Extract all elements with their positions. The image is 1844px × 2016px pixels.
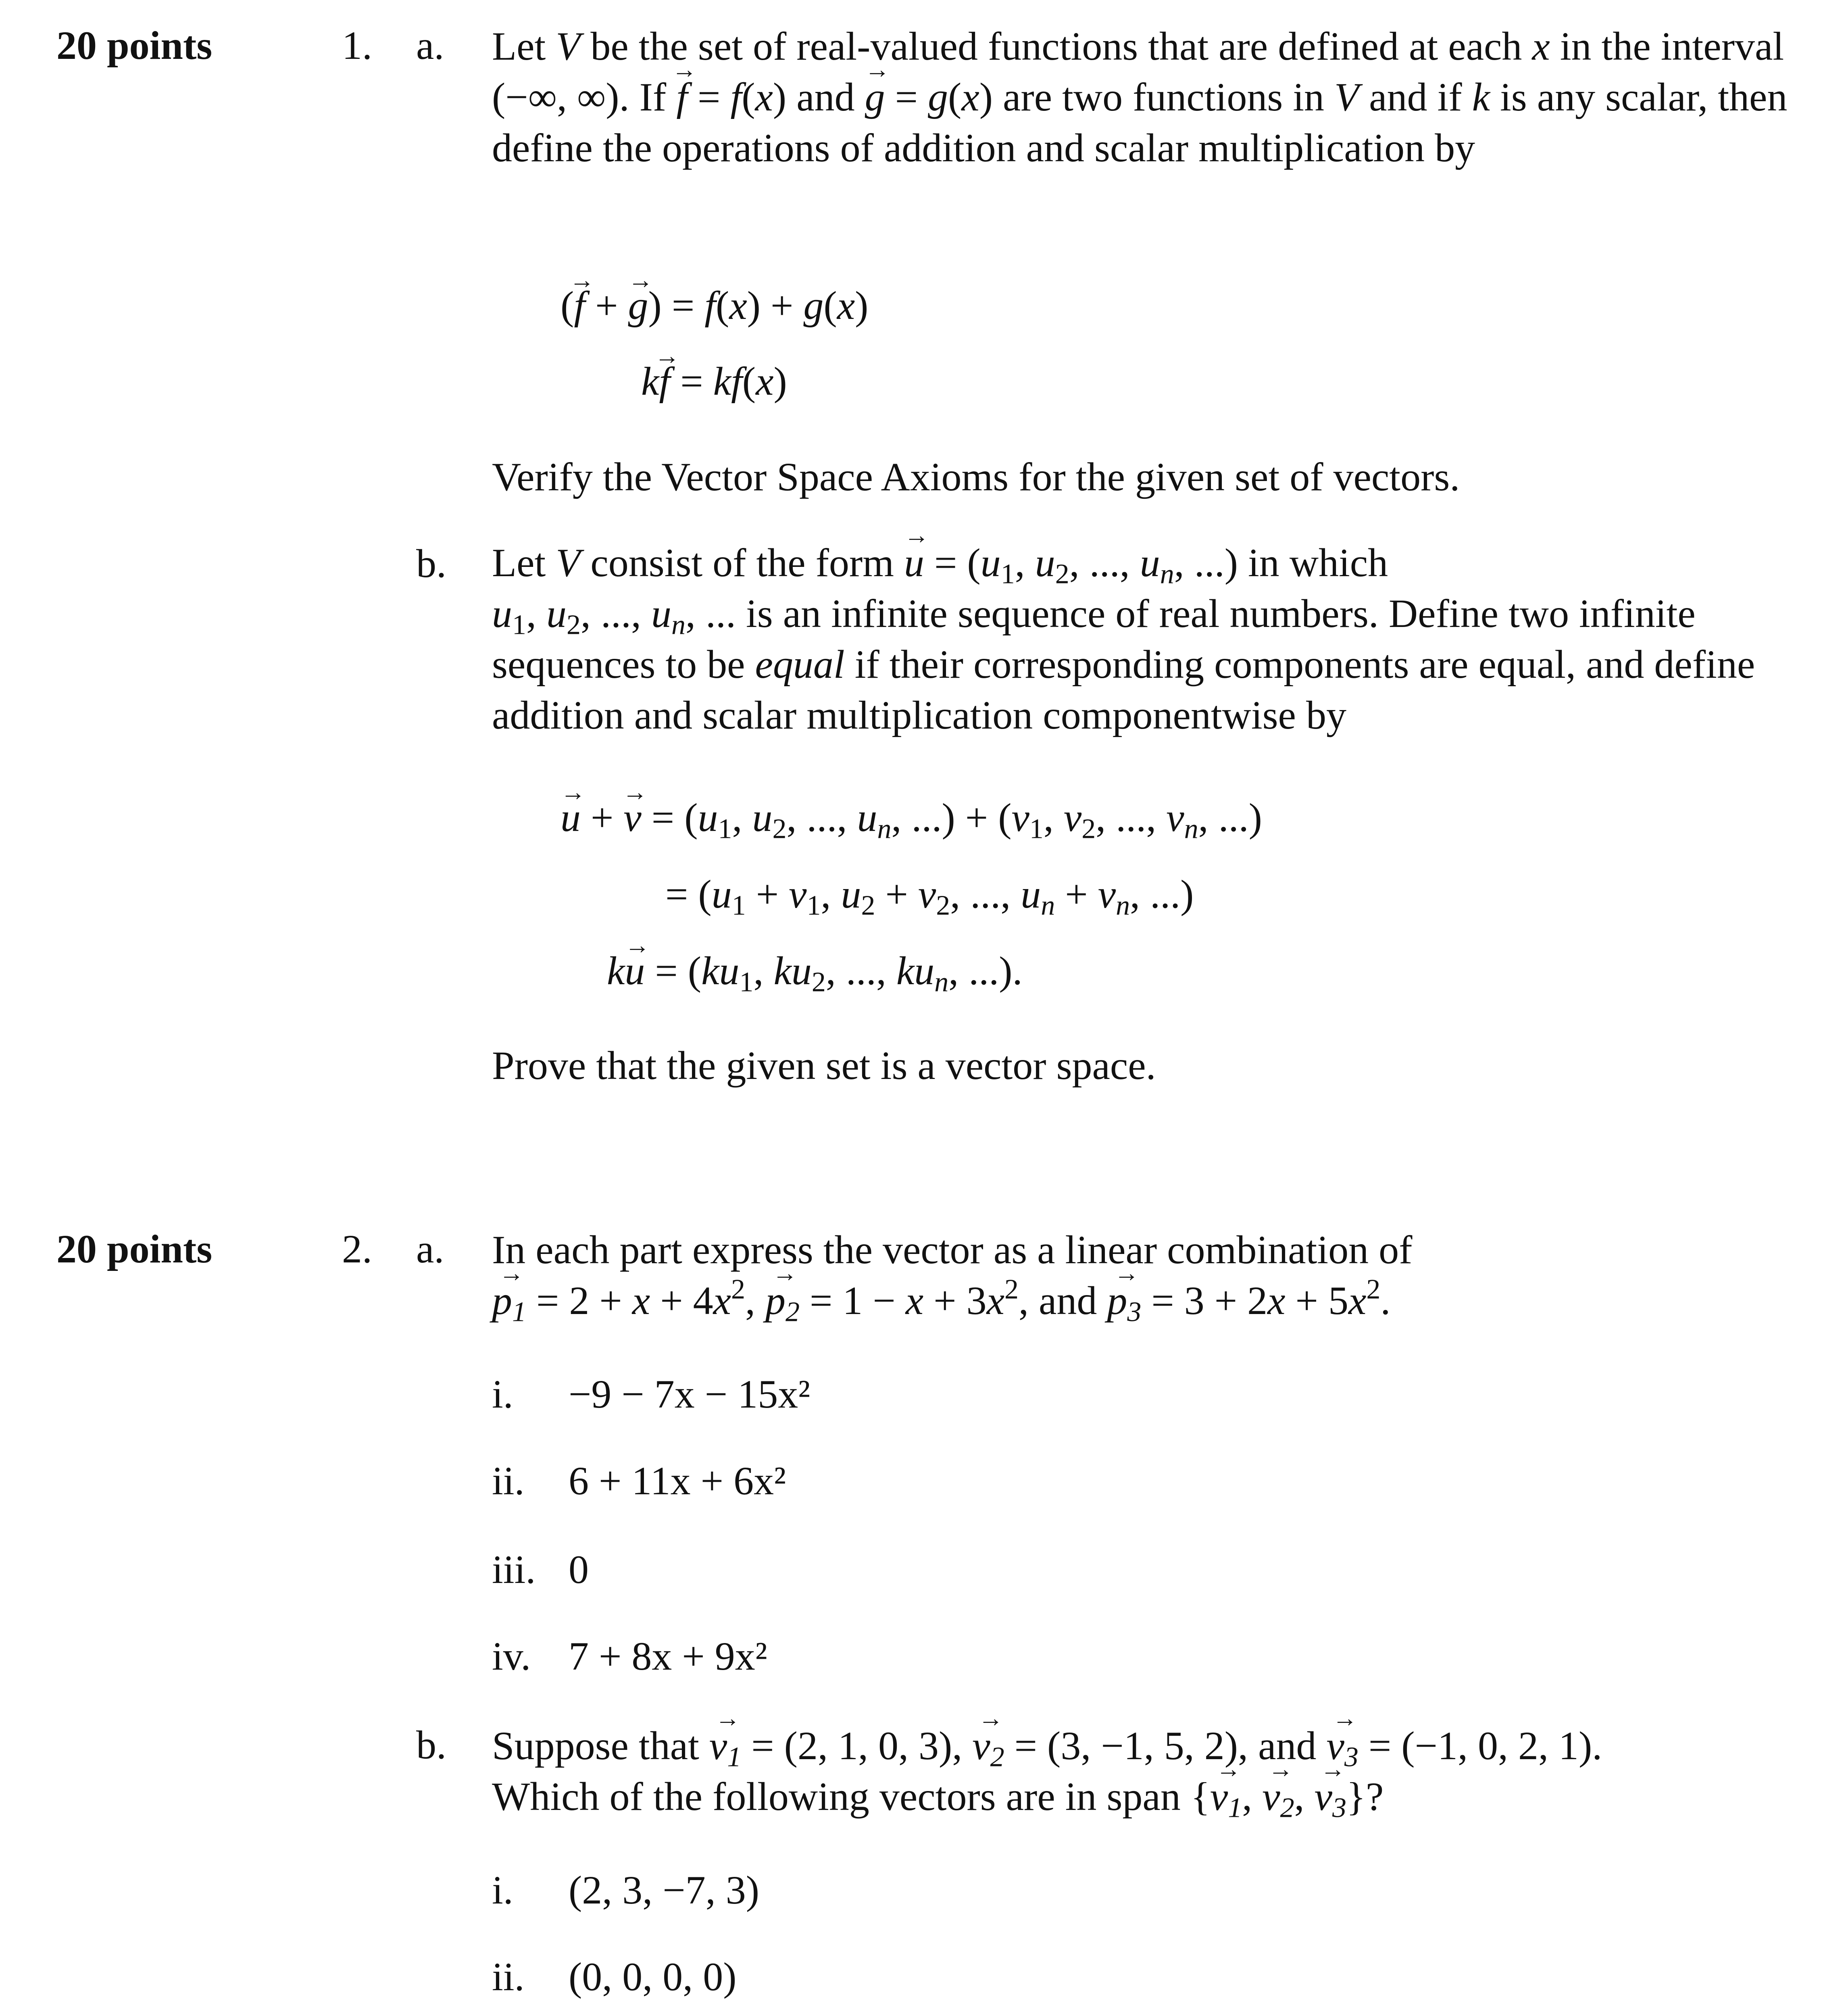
problem-1b-instruction: Prove that the given set is a vector space. [492,1043,1156,1088]
list-item: iii. 0 [492,1547,589,1592]
part-letter: b. [416,541,446,586]
list-item: i. (2, 3, −7, 3) [492,1868,759,1912]
problem-number: 2. [342,1227,372,1271]
problem-number: 1. [342,23,372,68]
problem-1a-text: Let V be the set of real-valued functions that are defined at each x in the interval (−∞, ∞). If → f = f(x) and → g = g(x) are two functions in V and if k is any scalar, then define the operations of addition and scalar multiplication by [492,21,1790,173]
problem-1a-instruction: Verify the Vector Space Axioms for the given set of vectors. [492,454,1460,499]
part-letter: a. [416,23,444,68]
equation-sequence-addition-result: = ($u_1 + v_1$, $u_2 + v_2$, ..., $u_n + v_n$, ...) [665,872,1194,921]
list-item: iv. 7 + 8x + 9x² [492,1634,767,1679]
list-item: ii. 6 + 11x + 6x² [492,1458,786,1503]
equation-sequence-scalar-multiplication: $k\to u = (ku_1$, $ku_2$, ..., $ku_n$, ...). [607,948,1023,994]
problem-1b-text: Let V consist of the form → $u = (u_1$, $u_2$, ..., $u_n$, ...) in which $u_1$, $u_2$, ..., $u_n$, ... is an infinite sequence of real numbers. Define two infinite sequences to be equal if their corresponding components are equal, and define addition and scalar multiplication componentwise by [492,537,1790,741]
list-item: ii. (0, 0, 0, 0) [492,1954,737,1999]
part-letter: b. [416,1722,446,1767]
points-label: 20 points [56,23,213,68]
equation-function-addition: (→ f + → g) = f(x) + g(x) [560,282,868,329]
part-letter: a. [416,1227,444,1271]
equation-function-scalar-multiplication: k→ f = kf(x) [641,358,787,404]
list-item: i. −9 − 7x − 15x² [492,1372,811,1416]
points-label: 20 points [56,1227,213,1271]
equation-sequence-addition: → u + → $v = (u_1$, $u_2$, ..., $u_n$, ...) + ($v_1$, $v_2$, ..., $v_n$, ...) [560,794,1262,841]
problem-2a-text: In each part express the vector as a linear combination of → $p_1 = 2 + x + 4x^2$, → $p_2 = 1 - x + 3x^2$, and → $p_3 = 3 + 2x + 5x^2$. [492,1225,1790,1326]
problem-2b-text: Suppose that → $v_1 = (2$, 1, 0, 3), → $v_2 = (3$, −1, 5, 2), and → $v_3 = (-1$, 0, 2, 1). Which of the following vectors are in span {→ $v_1$, → $v_2$, → $v_3$}? [492,1720,1790,1822]
